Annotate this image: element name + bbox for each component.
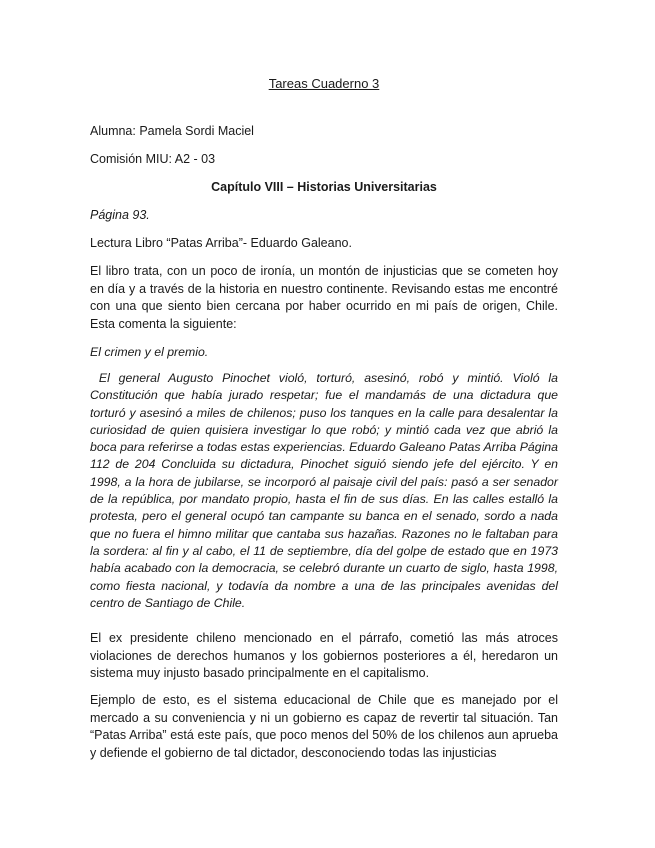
student-name: Alumna: Pamela Sordi Maciel bbox=[90, 124, 254, 138]
quote-title: El crimen y el premio. bbox=[90, 345, 209, 359]
document-page bbox=[90, 0, 562, 848]
reading-reference: Lectura Libro “Patas Arriba”- Eduardo Galeano. bbox=[90, 236, 352, 250]
document-title: Tareas Cuaderno 3 bbox=[268, 76, 380, 91]
page-reference: Página 93. bbox=[90, 208, 150, 222]
commission-code: Comisión MIU: A2 - 03 bbox=[90, 152, 216, 166]
chapter-heading: Capítulo VIII – Historias Universitarias bbox=[211, 180, 437, 194]
comment-paragraph: El ex presidente chileno mencionado en el párrafo, cometió las más atroces violaciones de derechos humanos y los gobiernos posteriores a él, heredaron un sistema muy injusto basado principalmente en el capitalismo. bbox=[90, 631, 558, 680]
quote-paragraph: El general Augusto Pinochet violó, torturó, asesinó, robó y mintió. Violó la Constitución que había jurado respetar; fue el mandamás de una dictadura que torturó y asesinó a miles de chilenos; puso los tanques en la calle para desalentar la curiosidad de quien quisiera investigar lo que robó; y mintió cada vez que abrió la boca para referirse a todas estas experiencias. Eduardo Galeano Patas Arriba Página 112 de 204 Concluida su dictadura, Pinochet siguió siendo jefe del ejército. Y en 1998, a la hora de jubilarse, se incorporó al paisaje civil del país: pasó a ser senador de la república, por mandato propio, hasta el fin de sus días. En las calles estalló la protesta, pero el general ocupó tan campante su banca en el senado, sordo a nada que no fuera el himno militar que cantaba sus hazañas. Razones no le faltaban para la sordera: al fin y al cabo, el 11 de septiembre, día del golpe de estado que en 1973 había acabado con la democracia, se celebró durante un cuarto de siglo, hasta 1998, como fiesta nacional, y todavía da nombre a una de las principales avenidas del centro de Santiago de Chile. bbox=[90, 371, 562, 610]
example-paragraph: Ejemplo de esto, es el sistema educacional de Chile que es manejado por el mercado a su conveniencia y ni un gobierno es capaz de revertir tal situación. Tan “Patas Arriba” está este país, que poco menos del 50% de los chilenos aun aprueba y defiende el gobierno de tal dictador, desconociendo todas las injusticias bbox=[90, 693, 558, 760]
intro-paragraph: El libro trata, con un poco de ironía, un montón de injusticias que se cometen hoy en día y a través de la historia en nuestro continente. Revisando estas me encontré con una que siento bien cercana por haber ocurrido en mi país de origen, Chile. Esta comenta la siguiente: bbox=[90, 264, 558, 331]
